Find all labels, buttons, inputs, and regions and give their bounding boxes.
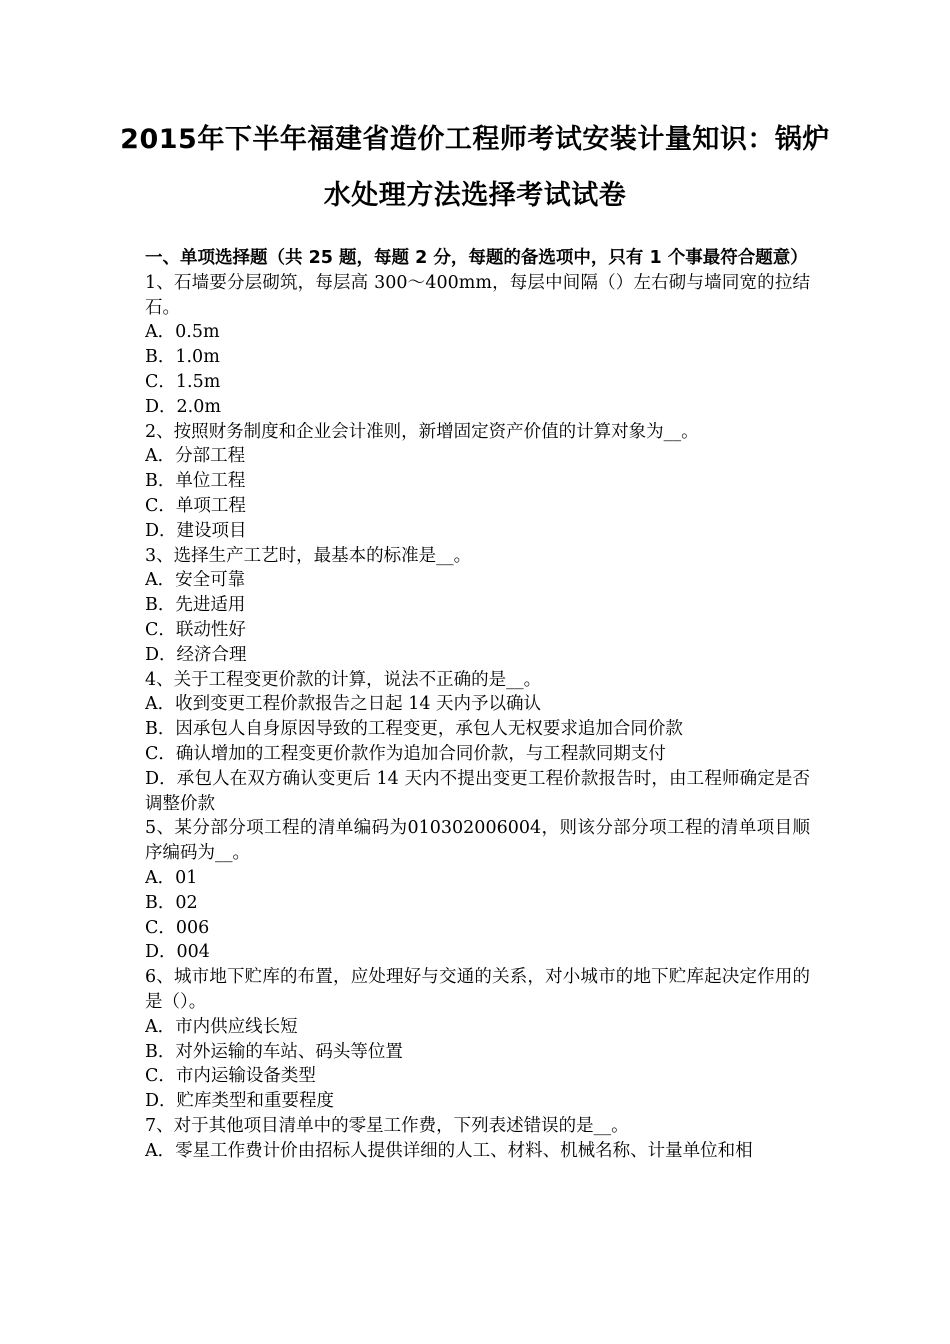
question-7 xyxy=(145,1114,810,1164)
option-d: D．承包人在双方确认变更后 14 天内不提出变更工程价款报告时，由工程师确定是否调整价款 xyxy=(145,768,810,814)
option-b: B．先进适用 xyxy=(145,595,246,616)
question-stem: 6、城市地下贮库的布置，应处理好与交通的关系，对小城市的地下贮库起决定作用的是（）。 xyxy=(145,967,810,1012)
question-1 xyxy=(145,271,810,420)
option-c: C．006 xyxy=(145,917,210,938)
question-stem: 5、某分部分项工程的清单编码为010302006004，则该分部分项工程的清单项目顺序编码为__。 xyxy=(145,818,810,864)
question-stem: 7、对于其他项目清单中的零星工作费，下列表述错误的是__。 xyxy=(145,1115,629,1136)
option-c: C．单项工程 xyxy=(145,495,246,516)
question-stem: 2、按照财务制度和企业会计准则，新增固定资产价值的计算对象为__。 xyxy=(145,421,699,442)
option-b: B．对外运输的车站、码头等位置 xyxy=(145,1041,403,1062)
document-body xyxy=(145,246,810,1163)
question-stem: 4、关于工程变更价款的计算，说法不正确的是__。 xyxy=(145,669,542,690)
question-stem: 1、石墙要分层砌筑，每层高 300～400mm，每层中间隔（）左右砌与墙同宽的拉结石。 xyxy=(145,272,810,318)
title-line-2: 水处理方法选择考试试卷 xyxy=(323,180,627,211)
document-title xyxy=(100,112,850,224)
option-a: A．零星工作费计价由招标人提供详细的人工、材料、机械名称、计量单位和相 xyxy=(145,1140,753,1161)
option-a: A．分部工程 xyxy=(145,446,246,467)
option-b: B．1.0m xyxy=(145,347,220,368)
option-a: A．市内供应线长短 xyxy=(145,1016,298,1037)
option-d: D．2.0m xyxy=(145,396,221,417)
option-d: D．004 xyxy=(145,942,210,963)
option-c: C．市内运输设备类型 xyxy=(145,1066,316,1087)
option-a: A．收到变更工程价款报告之日起 14 天内予以确认 xyxy=(145,694,542,715)
option-a: A．0.5m xyxy=(145,322,220,343)
section-heading: 一、单项选择题（共 25 题，每题 2 分，每题的备选项中，只有 1 个事最符合题意） xyxy=(145,248,808,268)
option-a: A．01 xyxy=(145,867,198,888)
option-c: C．联动性好 xyxy=(145,619,246,640)
question-5 xyxy=(145,816,810,965)
option-b: B．单位工程 xyxy=(145,471,246,492)
option-c: C．确认增加的工程变更价款作为追加合同价款，与工程款同期支付 xyxy=(145,743,666,764)
question-4 xyxy=(145,668,810,817)
question-3 xyxy=(145,544,810,668)
option-d: D．贮库类型和重要程度 xyxy=(145,1091,335,1112)
option-d: D．建设项目 xyxy=(145,520,247,541)
option-c: C．1.5m xyxy=(145,371,221,392)
option-b: B．因承包人自身原因导致的工程变更，承包人无权要求追加合同价款 xyxy=(145,719,683,740)
option-b: B．02 xyxy=(145,892,198,913)
question-6 xyxy=(145,965,810,1114)
title-line-1: 2015年下半年福建省造价工程师考试安装计量知识：锅炉 xyxy=(120,124,830,155)
option-a: A．安全可靠 xyxy=(145,570,246,591)
option-d: D．经济合理 xyxy=(145,644,247,665)
question-stem: 3、选择生产工艺时，最基本的标准是__。 xyxy=(145,545,472,566)
question-2 xyxy=(145,420,810,544)
